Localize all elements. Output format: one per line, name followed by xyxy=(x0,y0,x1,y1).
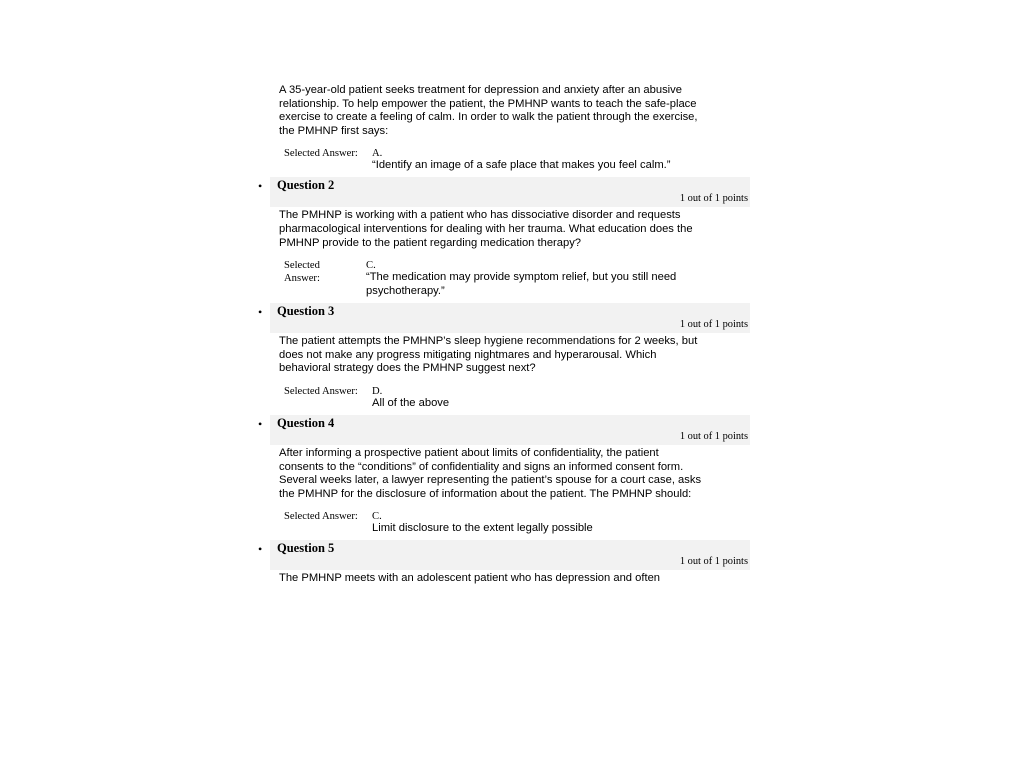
question-2-text: The PMHNP is working with a patient who has dissociative disorder and requests pharmacological interventions for dealing with her trauma. What education does the PMHNP provide to the patient regarding medication therapy? xyxy=(279,209,693,249)
points-score: 1 out of 1 points xyxy=(679,319,748,331)
header-band xyxy=(270,177,750,207)
selected-answer-label: Selected Answer: xyxy=(284,511,358,523)
question-title: Question 2 xyxy=(277,178,335,193)
answer-text: All of the above xyxy=(372,396,450,409)
points-score: 1 out of 1 points xyxy=(679,556,748,568)
header-band xyxy=(270,303,750,333)
question-3-header xyxy=(258,303,750,333)
header-band xyxy=(270,415,750,445)
bullet-icon: • xyxy=(258,416,263,431)
question-title: Question 5 xyxy=(277,541,335,556)
quiz-results-page xyxy=(258,84,750,586)
question-4-text: After informing a prospective patient about limits of confidentiality, the patient consents to the “conditions” of confidentiality and signs an informed consent form. Several weeks later, a lawyer representing the patient’s spouse for a court case, asks the PMHNP for the disclosure of information about the patient. The PMHNP should: xyxy=(279,446,702,500)
question-3-selected-answer xyxy=(284,385,750,411)
question-4-selected-answer xyxy=(284,510,750,536)
question-2-selected-answer xyxy=(284,259,750,299)
bullet-icon: • xyxy=(258,179,263,194)
question-5-header xyxy=(258,540,750,570)
selected-answer-label: Selected Answer: xyxy=(284,148,358,160)
question-5-text: The PMHNP meets with an adolescent patient who has depression and often xyxy=(279,572,661,585)
question-title: Question 3 xyxy=(277,304,335,319)
question-2-header xyxy=(258,177,750,207)
answer-text: “The medication may provide symptom relief, but you still need psychotherapy.” xyxy=(366,271,677,297)
bullet-icon: • xyxy=(258,305,263,320)
answer-letter: C. xyxy=(372,511,382,523)
question-3-text: The patient attempts the PMHNP’s sleep hygiene recommendations for 2 weeks, but does not make any progress mitigating nightmares and hyperarousal. Which behavioral strategy does the PMHNP suggest next? xyxy=(279,335,698,375)
answer-letter: D. xyxy=(372,385,383,397)
selected-answer-label: Selected Answer: xyxy=(284,385,358,397)
question-1-selected-answer xyxy=(284,147,750,173)
bullet-icon: • xyxy=(258,542,263,557)
question-1-text: A 35-year-old patient seeks treatment for depression and anxiety after an abusive relationship. To help empower the patient, the PMHNP wants to teach the safe-place exercise to create a feeling of calm. In order to walk the patient through the exercise, the PMHNP first says: xyxy=(279,84,698,137)
answer-letter: C. xyxy=(366,260,376,272)
answer-text: Limit disclosure to the extent legally possible xyxy=(372,522,593,535)
points-score: 1 out of 1 points xyxy=(679,193,748,205)
question-4-header xyxy=(258,415,750,445)
points-score: 1 out of 1 points xyxy=(679,430,748,442)
answer-text: “Identify an image of a safe place that makes you feel calm.” xyxy=(372,159,671,172)
header-band xyxy=(270,540,750,570)
answer-letter: A. xyxy=(372,148,383,160)
selected-answer-label: Selected Answer: xyxy=(284,260,320,285)
question-title: Question 4 xyxy=(277,415,335,430)
